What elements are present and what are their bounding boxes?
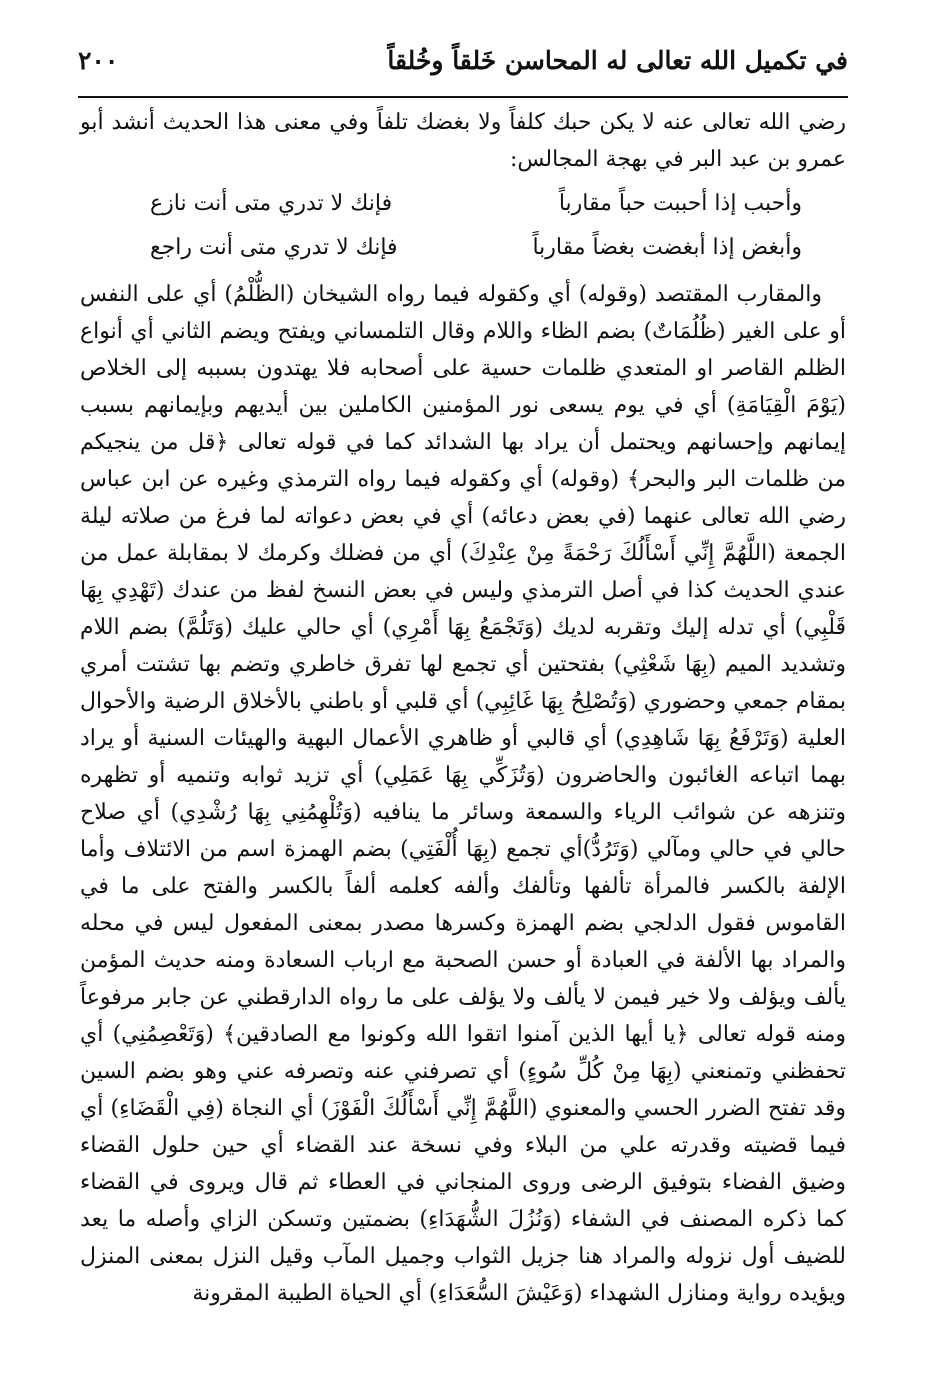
verse-1-second-hemistich: فإنك لا تدري متى أنت نازع xyxy=(150,191,393,216)
verse-line-2 xyxy=(80,226,846,270)
paragraph-1: رضي الله تعالى عنه لا يكن حبك كلفاً ولا بغضك تلفاً وفي معنى هذا الحديث أنشد أبو عمرو بن عبد البر في بهجة المجالس: xyxy=(80,110,846,172)
paragraph-2: والمقارب المقتصد (وقوله) أي وكقوله فيما رواه الشيخان (الظُّلْمُ) أي على النفس أو على الغير (ظُلُمَاتٌ) بضم الظاء واللام وقال التلمساني ويفتح ويضم الثاني أي أنواع الظلم القاصر او المتعدي ظلمات حسية على أصحابه فلا يهتدون بسببه إلى الخلاص (يَوْمَ الْقِيَامَةِ) أي في يوم يسعى نور المؤمنين الكاملين بين أيديهم وبإيمانهم بسبب إيمانهم وإحسانهم ويحتمل أن يراد بها الشدائد كما في قوله تعالى ﴿قل من ينجيكم من ظلمات البر والبحر﴾ (وقوله) أي وكقوله فيما رواه الترمذي وغيره عن ابن عباس رضي الله تعالى عنهما (في بعض دعائه) أي في بعض دعواته لما فرغ من صلاته ليلة الجمعة (اللَّهُمَّ إِنِّي أَسْأَلُكَ رَحْمَةً مِنْ عِنْدِكَ) أي من فضلك وكرمك لا بمقابلة عمل من عندي الحديث كذا في أصل الترمذي وليس في بعض النسخ لفظ من عندك (تَهْدِي بِهَا قَلْبِي) أي تدله إليك وتقربه لديك (وَتَجْمَعُ بِهَا أَمْرِي) أي حالي عليك (وَتَلُمَّ) بضم اللام وتشديد الميم (بِهَا شَعْثِي) بفتحتين أي تجمع لها تفرق خاطري وتضم بها تشتت أمري بمقام جمعي وحضوري (وَتُصْلِحُ بِهَا غَائِبِي) أي قلبي أو باطني بالأخلاق الرضية والأحوال العلية (وَتَرْفَعُ بِهَا شَاهِدِي) أي قالبي أو ظاهري الأعمال البهية والهيئات السنية أو يراد بهما اتباعه الغائبون والحاضرون (وَتُزَكِّي بِهَا عَمَلِي) أي تزيد ثوابه وتنميه أو تظهره وتنزهه عن شوائب الرياء والسمعة وسائر ما ينافيه (وَتُلْهِمُنِي بِهَا رُشْدِي) أي صلاح حالي في حالي ومآلي (وَتَرُدُّ)أي تجمع (بِهَا أُلْفَتِي) بضم الهمزة اسم من الائتلاف وأما الإلفة بالكسر فالمرأة تألفها وتألفك وألفه كعلمه ألفاً بالكسر والفتح على ما في القاموس فقول الدلجي بضم الهمزة وكسرها مصدر بمعنى المفعول ليس في محله والمراد بها الألفة في العبادة أو حسن الصحبة مع ارباب السعادة ومنه حديث المؤمن يألف ويؤلف ولا خير فيمن لا يألف ولا يؤلف على ما رواه الدارقطني عن جابر مرفوعاً ومنه قوله تعالى ﴿يا أيها الذين آمنوا اتقوا الله وكونوا مع الصادقين﴾ (وَتَعْصِمُنِي) أي تحفظني وتمنعني (بِهَا مِنْ كُلِّ سُوءٍ) أي تصرفني عنه وتصرفه عني وهو بضم السين وقد تفتح الضرر الحسي والمعنوي (اللَّهُمَّ إِنِّي أَسْأَلُكَ الْفَوْزَ) أي النجاة (فِي الْقَضَاءِ) أي فيما قضيته وقدرته علي من البلاء وفي نسخة عند القضاء أي حين حلول القضاء وضيق الفضاء بتوفيق الرضى وروى المنجاني في العطاء ثم قال ويروى في القضاء كما ذكره المصنف في الشفاء (وَنُزُلَ الشُّهَدَاءِ) بضمتين وتسكن الزاي وأصله ما يعد للضيف أول نزوله والمراد هنا جزيل الثواب وجميل المآب وقيل النزل بمعنى المنزل ويؤيده رواية ومنازل الشهداء (وَعَيْشَ السُّعَدَاءِ) أي الحياة الطيبة المقرونة xyxy=(80,282,846,1306)
verse-1-first-hemistich: وأحبب إذا أحببت حباً مقارباً xyxy=(558,191,802,216)
poem xyxy=(80,182,846,270)
verse-2-first-hemistich: وأبغض إذا أبغضت بغضاً مقارباً xyxy=(532,235,802,260)
verse-line-1 xyxy=(80,182,846,226)
page-number: ٢٠٠ xyxy=(78,46,119,75)
body-text xyxy=(80,104,846,1312)
page-header xyxy=(78,40,848,88)
running-title: في تكميل الله تعالى له المحاسن خَلقاً وخُلقاً xyxy=(387,46,848,75)
header-rule xyxy=(78,96,848,98)
verse-2-second-hemistich: فإنك لا تدري متى أنت راجع xyxy=(150,235,398,260)
